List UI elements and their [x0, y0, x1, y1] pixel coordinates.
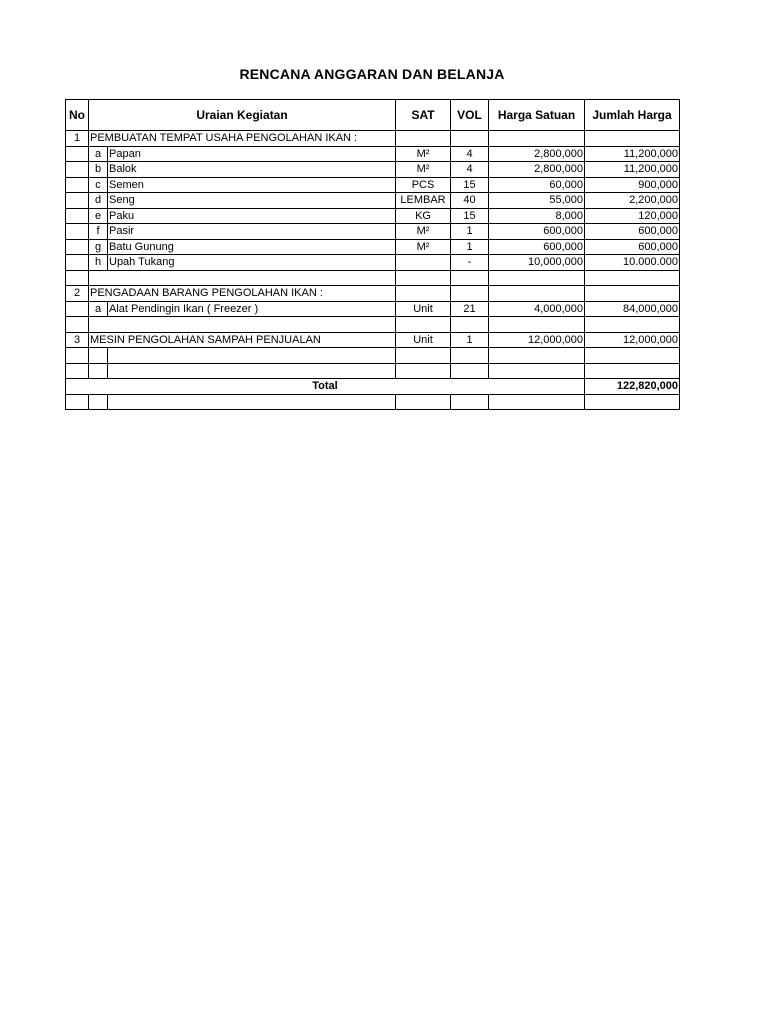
item-unit-price: 8,000 — [489, 208, 585, 224]
section-title: PEMBUATAN TEMPAT USAHA PENGOLAHAN IKAN : — [89, 131, 396, 147]
empty-cell — [489, 394, 585, 410]
table-row — [66, 162, 680, 178]
blank-row — [66, 363, 680, 379]
item-name: Paku — [108, 208, 396, 224]
section-number: 2 — [66, 286, 89, 302]
item-unit-price: 2,800,000 — [489, 146, 585, 162]
empty-cell — [451, 317, 489, 333]
item-volume: - — [451, 255, 489, 271]
document-title: RENCANA ANGGARAN DAN BELANJA — [239, 66, 505, 82]
table-row — [66, 224, 680, 240]
empty-cell — [585, 270, 680, 286]
empty-cell — [108, 394, 396, 410]
table-row — [66, 193, 680, 209]
empty-cell — [585, 394, 680, 410]
item-letter: h — [89, 255, 108, 271]
empty-cell — [489, 348, 585, 364]
section-row — [66, 332, 680, 348]
blank-row — [66, 270, 680, 286]
section-number: 1 — [66, 131, 89, 147]
empty-cell — [585, 131, 680, 147]
table-row — [66, 208, 680, 224]
empty-cell — [66, 208, 89, 224]
section-row — [66, 131, 680, 147]
empty-cell — [66, 348, 89, 364]
item-total-price: 600,000 — [585, 224, 680, 240]
blank-row — [66, 348, 680, 364]
item-letter: d — [89, 193, 108, 209]
empty-cell — [451, 363, 489, 379]
empty-cell — [108, 348, 396, 364]
empty-cell — [89, 394, 108, 410]
item-name: Pasir — [108, 224, 396, 240]
item-unit: KG — [396, 208, 451, 224]
empty-cell — [396, 131, 451, 147]
item-total-price: 84,000,000 — [585, 301, 680, 317]
item-unit: M² — [396, 162, 451, 178]
empty-cell — [66, 363, 89, 379]
item-total-price: 900,000 — [585, 177, 680, 193]
item-unit-price: 60,000 — [489, 177, 585, 193]
empty-cell — [66, 239, 89, 255]
header-harga-satuan: Harga Satuan — [489, 100, 585, 131]
empty-cell — [585, 317, 680, 333]
table-row — [66, 239, 680, 255]
item-name: Alat Pendingin Ikan ( Freezer ) — [108, 301, 396, 317]
item-unit-price: 10,000,000 — [489, 255, 585, 271]
item-letter: b — [89, 162, 108, 178]
item-unit: M² — [396, 146, 451, 162]
item-volume: 15 — [451, 177, 489, 193]
blank-row — [66, 317, 680, 333]
item-volume: 1 — [451, 224, 489, 240]
total-label: Total — [66, 379, 585, 395]
section-number: 3 — [66, 332, 89, 348]
empty-cell — [396, 317, 451, 333]
item-volume: 21 — [451, 301, 489, 317]
empty-cell — [396, 363, 451, 379]
item-name: Balok — [108, 162, 396, 178]
header-uraian: Uraian Kegiatan — [89, 100, 396, 131]
empty-cell — [66, 394, 89, 410]
header-vol: VOL — [451, 100, 489, 131]
item-volume: 15 — [451, 208, 489, 224]
table-row — [66, 301, 680, 317]
empty-cell — [66, 270, 89, 286]
header-row — [66, 100, 680, 131]
table-row — [66, 255, 680, 271]
item-unit: Unit — [396, 301, 451, 317]
item-unit-price: 4,000,000 — [489, 301, 585, 317]
empty-cell — [89, 317, 396, 333]
item-name: Seng — [108, 193, 396, 209]
empty-cell — [489, 131, 585, 147]
empty-cell — [66, 146, 89, 162]
section-title: PENGADAAN BARANG PENGOLAHAN IKAN : — [89, 286, 396, 302]
empty-cell — [489, 286, 585, 302]
header-jumlah-harga: Jumlah Harga — [585, 100, 680, 131]
header-no: No — [66, 100, 89, 131]
empty-cell — [89, 348, 108, 364]
item-unit: PCS — [396, 177, 451, 193]
section-row — [66, 286, 680, 302]
item-volume: 1 — [451, 332, 489, 348]
item-unit-price: 2,800,000 — [489, 162, 585, 178]
item-total-price: 600,000 — [585, 239, 680, 255]
budget-table — [65, 99, 680, 410]
item-total-price: 12,000,000 — [585, 332, 680, 348]
empty-cell — [451, 131, 489, 147]
item-letter: a — [89, 146, 108, 162]
item-unit: Unit — [396, 332, 451, 348]
empty-cell — [396, 348, 451, 364]
empty-cell — [585, 348, 680, 364]
section-title: MESIN PENGOLAHAN SAMPAH PENJUALAN — [89, 332, 396, 348]
empty-cell — [489, 317, 585, 333]
blank-row — [66, 394, 680, 410]
empty-cell — [66, 177, 89, 193]
item-unit: M² — [396, 224, 451, 240]
item-name: Batu Gunung — [108, 239, 396, 255]
empty-cell — [489, 270, 585, 286]
item-letter: a — [89, 301, 108, 317]
empty-cell — [108, 363, 396, 379]
empty-cell — [66, 255, 89, 271]
item-unit: LEMBAR — [396, 193, 451, 209]
empty-cell — [396, 394, 451, 410]
empty-cell — [585, 286, 680, 302]
item-name: Semen — [108, 177, 396, 193]
empty-cell — [489, 363, 585, 379]
item-unit: M² — [396, 239, 451, 255]
empty-cell — [451, 270, 489, 286]
empty-cell — [396, 286, 451, 302]
item-total-price: 2,200,000 — [585, 193, 680, 209]
item-unit-price: 600,000 — [489, 224, 585, 240]
item-name: Upah Tukang — [108, 255, 396, 271]
item-total-price: 11,200,000 — [585, 146, 680, 162]
item-unit-price: 600,000 — [489, 239, 585, 255]
item-total-price: 11,200,000 — [585, 162, 680, 178]
table-row — [66, 146, 680, 162]
empty-cell — [451, 286, 489, 302]
empty-cell — [89, 363, 108, 379]
empty-cell — [585, 363, 680, 379]
total-value: 122,820,000 — [585, 379, 680, 395]
item-letter: e — [89, 208, 108, 224]
total-row — [66, 379, 680, 395]
empty-cell — [396, 270, 451, 286]
item-total-price: 120,000 — [585, 208, 680, 224]
empty-cell — [66, 224, 89, 240]
empty-cell — [451, 394, 489, 410]
empty-cell — [66, 301, 89, 317]
item-volume: 1 — [451, 239, 489, 255]
empty-cell — [66, 162, 89, 178]
item-total-price: 10.000.000 — [585, 255, 680, 271]
empty-cell — [89, 270, 396, 286]
item-letter: f — [89, 224, 108, 240]
item-letter: g — [89, 239, 108, 255]
header-sat: SAT — [396, 100, 451, 131]
item-volume: 4 — [451, 146, 489, 162]
item-volume: 4 — [451, 162, 489, 178]
item-name: Papan — [108, 146, 396, 162]
empty-cell — [451, 348, 489, 364]
item-volume: 40 — [451, 193, 489, 209]
item-letter: c — [89, 177, 108, 193]
empty-cell — [66, 193, 89, 209]
item-unit-price: 12,000,000 — [489, 332, 585, 348]
item-unit-price: 55,000 — [489, 193, 585, 209]
table-row — [66, 177, 680, 193]
item-unit — [396, 255, 451, 271]
empty-cell — [66, 317, 89, 333]
